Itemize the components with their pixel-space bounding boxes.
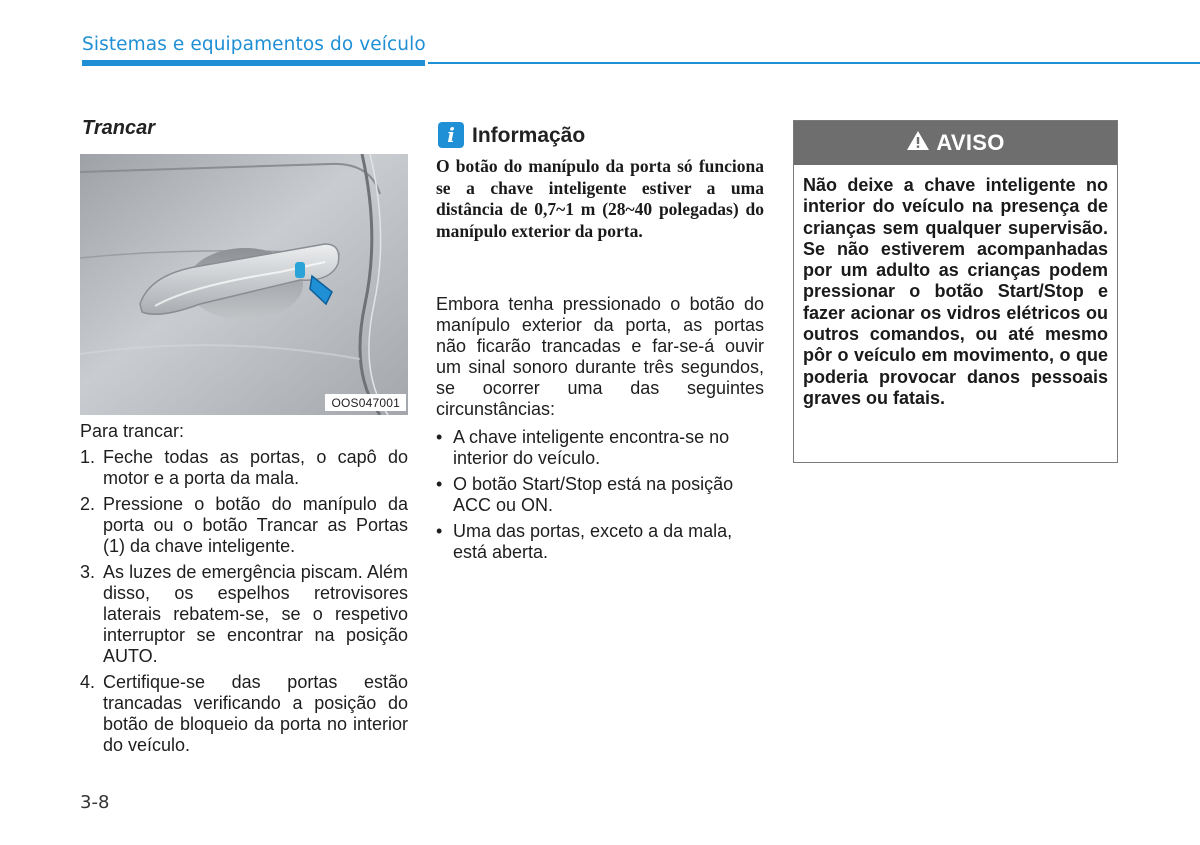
- bullet-icon: •: [436, 474, 443, 494]
- list-item: [80, 494, 408, 557]
- warning-triangle-icon: [906, 130, 930, 157]
- list-item: [80, 562, 408, 667]
- bullet-icon: •: [436, 521, 443, 541]
- info-note: O botão do manípulo da porta só funciona se a chave inteligente estiver a uma distância de 0,7~1 m (28~40 polegadas) do manípulo exterior da porta.: [436, 156, 764, 241]
- warning-header: [794, 121, 1117, 165]
- step-number: 2.: [80, 494, 96, 514]
- list-item: [80, 672, 408, 756]
- step-number: 4.: [80, 672, 96, 692]
- page-number: 3-8: [80, 792, 110, 813]
- list-item: [436, 474, 764, 516]
- lock-steps-list: [80, 447, 408, 761]
- step-number: 1.: [80, 447, 96, 467]
- info-body: Embora tenha pressionado o botão do manípulo exterior da porta, as portas não ficarão trancadas e far-se-á ouvir um sinal sonoro durante três segundos, se ocorrer uma das seguintes circunstâncias:: [436, 294, 764, 419]
- bullet-text: O botão Start/Stop está na posição ACC ou ON.: [453, 474, 734, 515]
- step-text: As luzes de emergência piscam. Além disso, os espelhos retrovisores laterais rebatem-se, se o respetivo interruptor se encontrar na posição AUTO.: [103, 562, 408, 666]
- steps-intro: Para trancar:: [80, 421, 185, 441]
- warning-box: [793, 120, 1118, 463]
- info-title: Informação: [472, 124, 586, 147]
- section-heading: Trancar: [82, 117, 156, 139]
- step-number: 3.: [80, 562, 96, 582]
- warning-title: AVISO: [936, 130, 1005, 155]
- warning-text: Não deixe a chave inteligente no interior do veículo na presença de crianças sem qualquer supervisão. Se não estiverem acompanhadas por um adulto as crianças podem pressionar o botão Start/Stop e fazer acionar os vidros elétricos ou outros comandos, ou até mesmo pôr o veículo em movimento, o que poderia provocar danos pessoais graves ou fatais.: [803, 175, 1108, 408]
- door-handle-figure: [80, 154, 408, 415]
- section-header-title: Sistemas e equipamentos do veículo: [82, 34, 426, 55]
- conditions-list: [436, 427, 764, 568]
- list-item: [436, 427, 764, 469]
- bullet-icon: •: [436, 427, 443, 447]
- header-rule-thin: [428, 62, 1200, 64]
- bullet-text: A chave inteligente encontra-se no interior do veículo.: [453, 427, 730, 468]
- door-handle-illustration: [80, 154, 408, 415]
- step-text: Pressione o botão do manípulo da porta ou o botão Trancar as Portas (1) da chave inteligente.: [103, 494, 408, 556]
- header-rule-thick: [82, 60, 425, 66]
- figure-code: OOS047001: [325, 394, 406, 411]
- info-icon: i: [438, 122, 464, 148]
- step-text: Feche todas as portas, o capô do motor e a porta da mala.: [103, 447, 408, 488]
- step-text: Certifique-se das portas estão trancadas verificando a posição do botão de bloqueio da porta no interior do veículo.: [103, 672, 408, 755]
- list-item: [80, 447, 408, 489]
- list-item: [436, 521, 764, 563]
- bullet-text: Uma das portas, exceto a da mala, está aberta.: [453, 521, 733, 562]
